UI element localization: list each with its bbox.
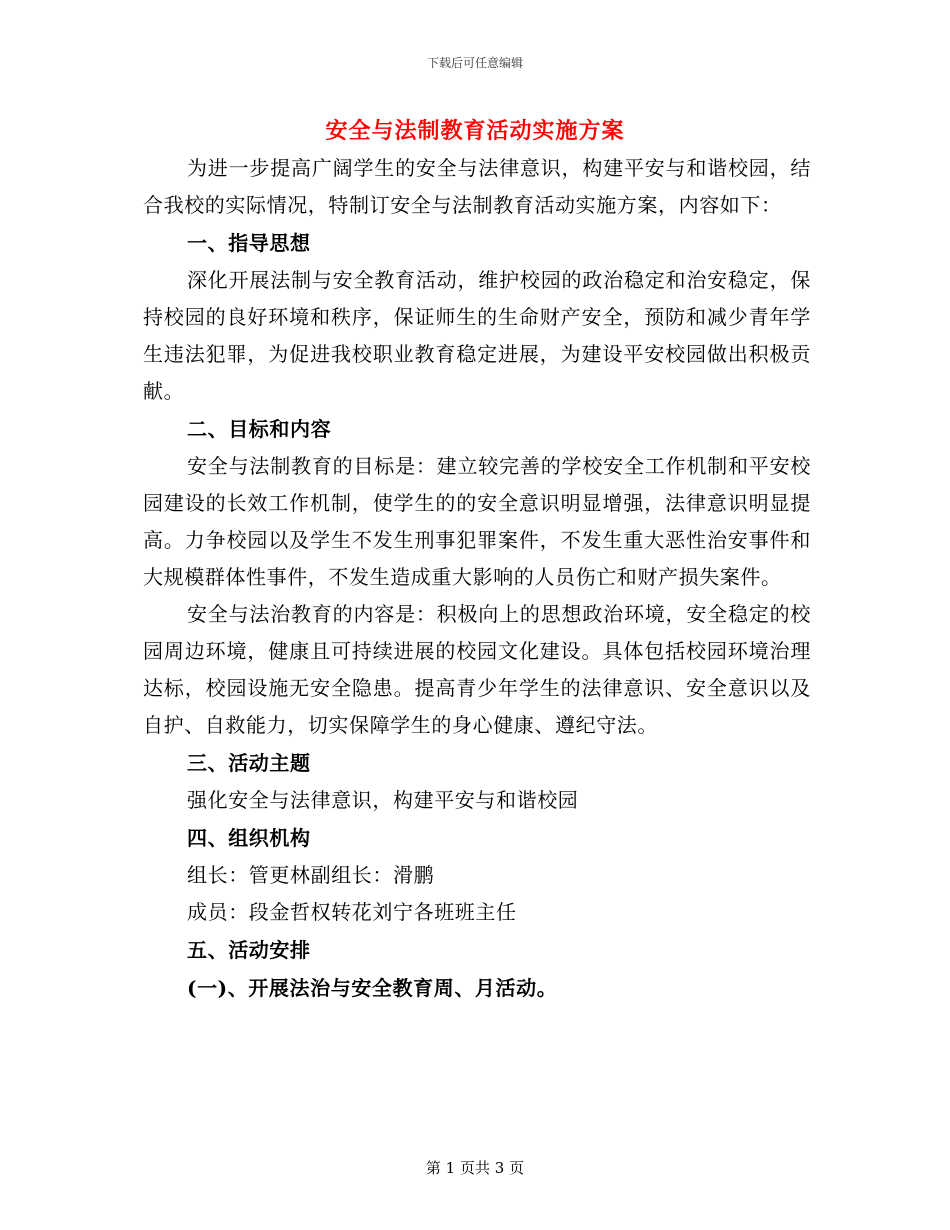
organization-leaders: 组长：管更林副组长：滑鹏: [187, 863, 435, 887]
section-heading-organization: 四、组织机构: [187, 826, 311, 850]
section-heading-theme: 三、活动主题: [187, 751, 311, 775]
organization-members: 成员：段金哲权转花刘宁各班班主任: [187, 900, 517, 924]
section-paragraph-content: 安全与法治教育的内容是：积极向上的思想政治环境，安全稳定的校园周边环境，健康且可持续进展的校园文化建设。具体包括校园环境治理达标，校园设施无安全隐患。提高青少年学生的法律意识、安全意识以及自护、自救能力，切实保障学生的身心健康、遵纪守法。: [143, 602, 811, 737]
section-paragraph-guiding-ideology: 深化开展法制与安全教育活动，维护校园的政治稳定和治安稳定，保持校园的良好环境和秩序，保证师生的生命财产安全，预防和减少青年学生违法犯罪，为促进我校职业教育稳定进展，为建设平安校园做出积极贡献。: [143, 268, 811, 403]
section-heading-guiding-ideology: 一、指导思想: [187, 231, 311, 255]
section-heading-arrangement: 五、活动安排: [187, 938, 311, 962]
document-body: [143, 150, 811, 1007]
section-paragraph-theme: 强化安全与法律意识，构建平安与和谐校园: [187, 788, 579, 812]
intro-paragraph: 为进一步提高广阔学生的安全与法律意识，构建平安与和谐校园，结合我校的实际情况，特制订安全与法制教育活动实施方案，内容如下：: [143, 156, 811, 217]
header-note: 下载后可任意编辑: [426, 56, 523, 70]
subsection-heading-week-month: (一)、开展法治与安全教育周、月活动。: [187, 976, 558, 1000]
section-paragraph-goals: 安全与法制教育的目标是：建立较完善的学校安全工作机制和平安校园建设的长效工作机制，使学生的的安全意识明显增强，法律意识明显提高。力争校园以及学生不发生刑事犯罪案件，不发生重大恶性治安事件和大规模群体性事件，不发生造成重大影响的人员伤亡和财产损失案件。: [143, 454, 811, 589]
page-number: 第 1 页共 3 页: [425, 1159, 525, 1177]
section-heading-goals: 二、目标和内容: [187, 417, 332, 441]
document-title: 安全与法制教育活动实施方案: [325, 118, 625, 144]
